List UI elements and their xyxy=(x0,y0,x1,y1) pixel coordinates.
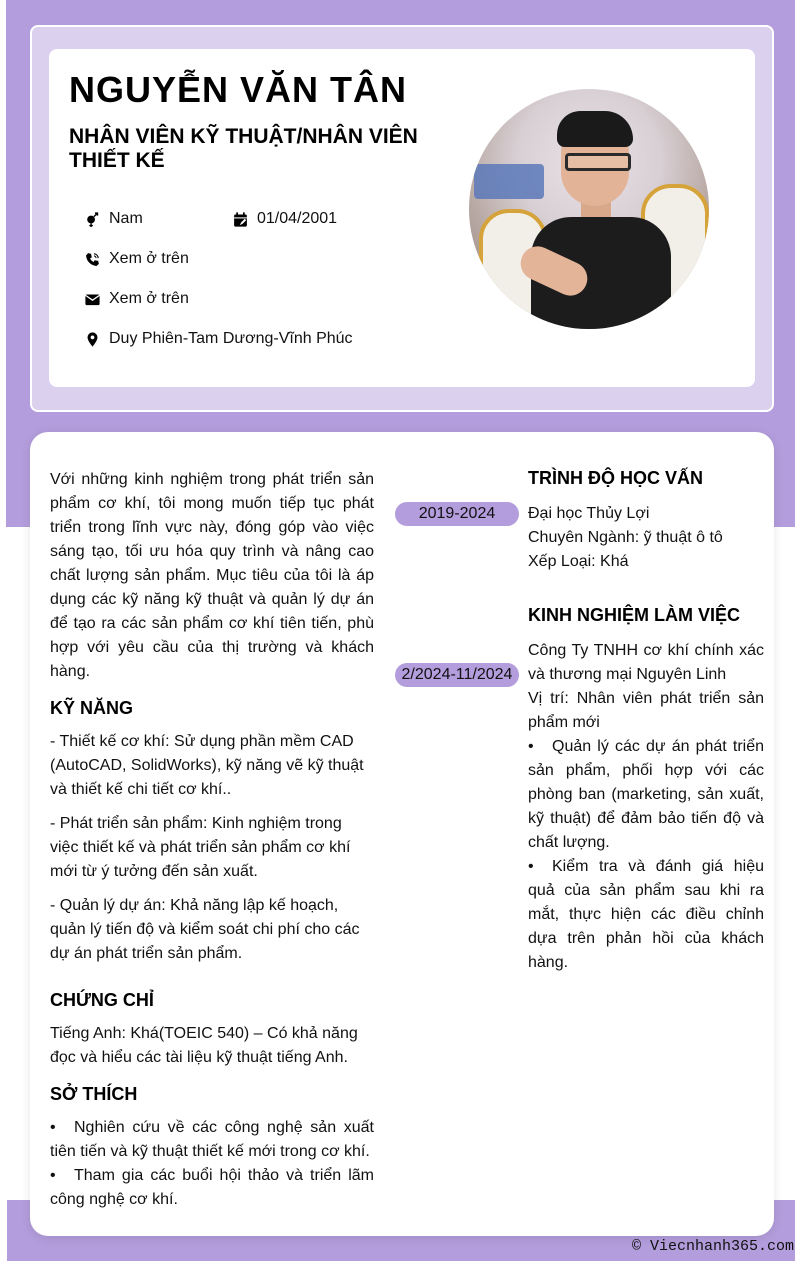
career-objective: Với những kinh nghiệm trong phát triển sản phẩm cơ khí, tôi mong muốn tiếp tục phát triển trong lĩnh vực này, đóng góp vào việc sáng tạo, tối ưu hóa quy trình và nâng cao chất lượng sản phẩm. Mục tiêu của tôi là áp dụng các kỹ năng kỹ thuật và quản lý dự án để tạo ra các sản phẩm cơ khí tiên tiến, phù hợp với yêu cầu của thị trường và khách hàng. xyxy=(50,471,374,680)
hobbies-list xyxy=(50,1116,374,1212)
gender-value: Nam xyxy=(109,210,143,227)
education-grade: Xếp Loại: Khá xyxy=(528,553,629,570)
skill-item: - Phát triển sản phẩm: Kinh nghiệm trong việc thiết kế và phát triển sản phẩm cơ khí mới từ ý tưởng đến sản xuất. xyxy=(50,815,351,880)
experience-company: Công Ty TNHH cơ khí chính xác và thương mại Nguyên Linh xyxy=(528,642,764,683)
phone-value: Xem ở trên xyxy=(109,250,189,267)
hobby-item: • Nghiên cứu về các công nghệ sản xuất tiên tiến và kỹ thuật thiết kế mới trong cơ khí. xyxy=(50,1116,374,1164)
candidate-name: NGUYỄN VĂN TÂN xyxy=(69,69,408,110)
phone-row xyxy=(83,250,189,268)
email-value: Xem ở trên xyxy=(109,290,189,307)
education-title: TRÌNH ĐỘ HỌC VẤN xyxy=(528,468,703,488)
skill-item: - Thiết kế cơ khí: Sử dụng phần mềm CAD (AutoCAD, SolidWorks), kỹ năng vẽ kỹ thuật và thiết kế chi tiết cơ khí.. xyxy=(50,733,364,798)
avatar-photo xyxy=(469,89,709,329)
calendar-icon xyxy=(231,210,249,228)
duty-item: • Quản lý các dự án phát triển sản phẩm, phối hợp với các phòng ban (marketing, sản xuất, kỹ thuật) để đảm bảo tiến độ và chất lượng. xyxy=(528,735,764,855)
experience-duties xyxy=(528,735,764,975)
address-value: Duy Phiên-Tam Dương-Vĩnh Phúc xyxy=(109,330,353,347)
hobby-item: • Tham gia các buổi hội thảo và triển lãm công nghệ cơ khí. xyxy=(50,1164,374,1212)
experience-period-badge: 2/2024-11/2024 xyxy=(395,663,519,687)
education-school: Đại học Thủy Lợi xyxy=(528,505,650,522)
skill-item: - Quản lý dự án: Khả năng lập kế hoạch, quản lý tiến độ và kiểm soát chi phí cho các dự án phát triển sản phẩm. xyxy=(50,897,360,962)
profile-header-card xyxy=(49,49,755,387)
experience-title: KINH NGHIỆM LÀM VIỆC xyxy=(528,605,741,625)
email-row xyxy=(83,290,189,308)
footer-copyright: © Viecnhanh365.com xyxy=(631,1238,794,1255)
education-period-badge: 2019-2024 xyxy=(395,502,519,526)
hobbies-title: SỞ THÍCH xyxy=(50,1084,138,1104)
gender-row xyxy=(83,210,143,228)
certificates-title: CHỨNG CHỈ xyxy=(50,990,154,1010)
photo-background-detail xyxy=(474,164,544,199)
resume-body-card xyxy=(30,432,774,1236)
photo-hair xyxy=(557,111,633,147)
left-column xyxy=(50,468,374,1212)
birthdate-value: 01/04/2001 xyxy=(257,210,338,227)
phone-icon xyxy=(83,250,101,268)
birthdate-row xyxy=(231,210,337,228)
duty-item: • Kiểm tra và đánh giá hiệu quả của sản phẩm sau khi ra mắt, thực hiện các điều chỉnh dựa trên phản hồi của khách hàng. xyxy=(528,855,764,975)
job-title: NHÂN VIÊN KỸ THUẬT/NHÂN VIÊN THIẾT KẾ xyxy=(69,125,418,172)
profile-header xyxy=(30,25,774,412)
address-row xyxy=(83,330,353,348)
location-pin-icon xyxy=(83,330,101,348)
photo-glasses xyxy=(565,153,631,171)
gender-icon xyxy=(83,210,101,228)
envelope-icon xyxy=(83,290,101,308)
experience-position: Vị trí: Nhân viên phát triển sản phẩm mới xyxy=(528,690,764,731)
right-column xyxy=(528,466,764,975)
certificate-text: Tiếng Anh: Khá(TOEIC 540) – Có khả năng đọc và hiểu các tài liệu kỹ thuật tiếng Anh. xyxy=(50,1025,358,1066)
skills-title: KỸ NĂNG xyxy=(50,698,134,718)
education-major: Chuyên Ngành: ỹ thuật ô tô xyxy=(528,529,723,546)
